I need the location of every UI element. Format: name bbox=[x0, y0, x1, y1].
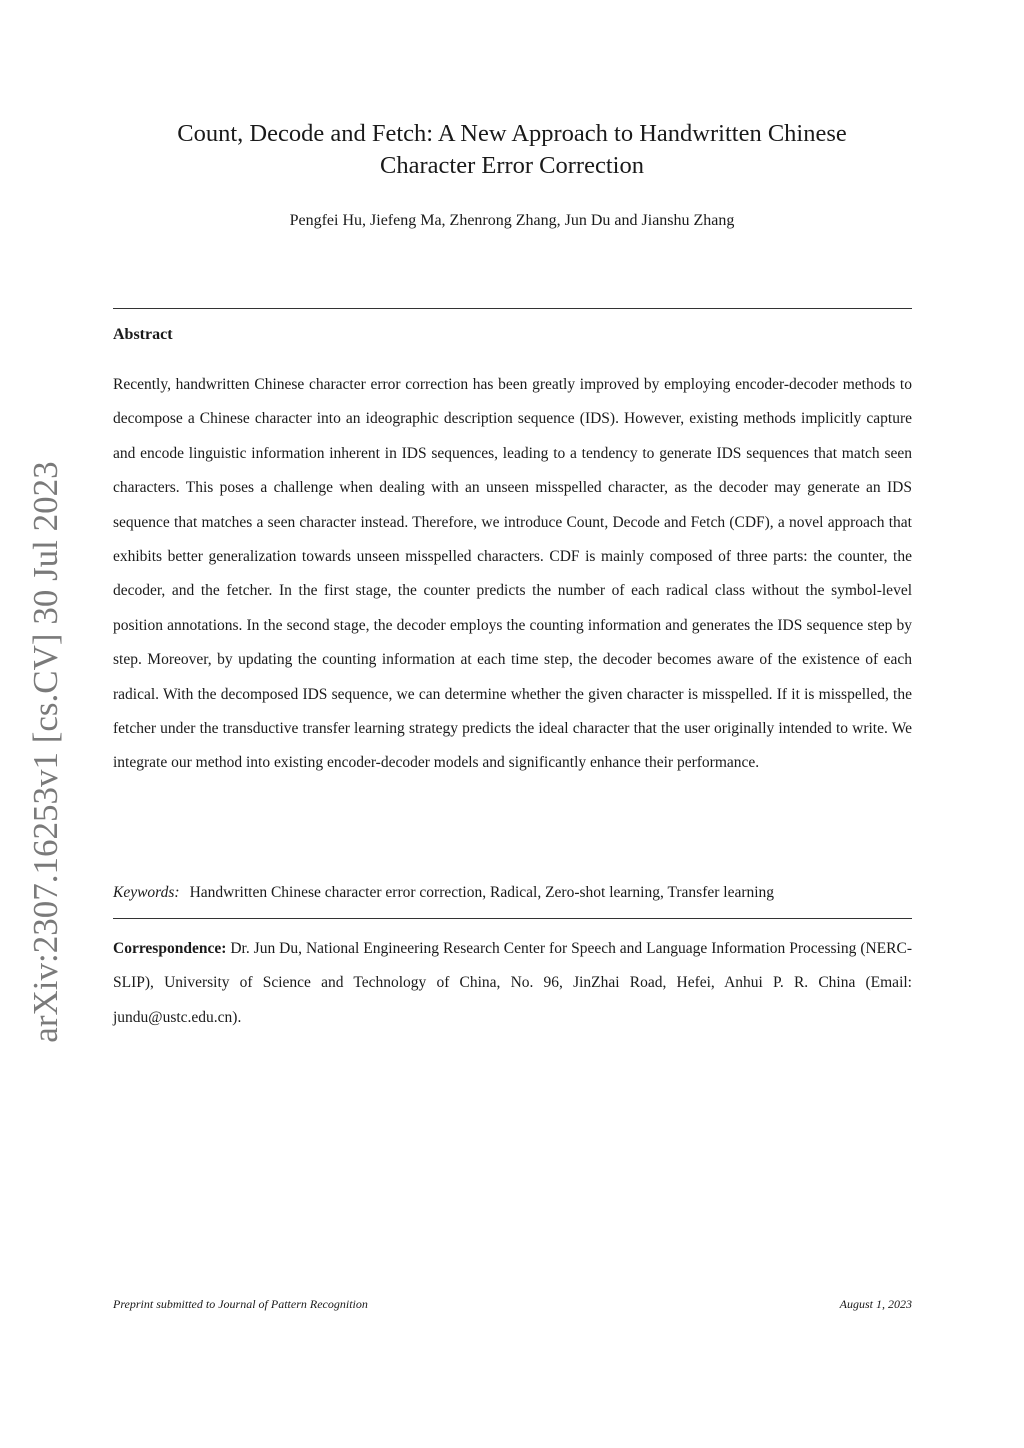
top-divider bbox=[113, 308, 912, 309]
footer-date: August 1, 2023 bbox=[839, 1297, 912, 1311]
correspondence-label: Correspondence: bbox=[113, 940, 227, 957]
paper-title bbox=[112, 118, 912, 182]
footer-journal: Preprint submitted to Journal of Pattern Recognition bbox=[113, 1297, 368, 1311]
title-line-2: Character Error Correction bbox=[380, 152, 644, 179]
correspondence-text: Dr. Jun Du, National Engineering Research Center for Speech and Language Information Processing (NERC-SLIP), University of Science and Technology of China, No. 96, JinZhai Road, Hefei, Anhui P. R. China (Email: jundu@ustc.edu.cn). bbox=[113, 940, 912, 1026]
abstract-body: Recently, handwritten Chinese character error correction has been greatly improved by employing encoder-decoder methods to decompose a Chinese character into an ideographic description sequence (IDS). However, existing methods implicitly capture and encode linguistic information inherent in IDS sequences, leading to a tendency to generate IDS sequences that match seen characters. This poses a challenge when dealing with an unseen misspelled character, as the decoder may generate an IDS sequence that matches a seen character instead. Therefore, we introduce Count, Decode and Fetch (CDF), a novel approach that exhibits better generalization towards unseen misspelled characters. CDF is mainly composed of three parts: the counter, the decoder, and the fetcher. In the first stage, the counter predicts the number of each radical class without the symbol-level position annotations. In the second stage, the decoder employs the counting information and generates the IDS sequence step by step. Moreover, by updating the counting information at each time step, the decoder becomes aware of the existence of each radical. With the decomposed IDS sequence, we can determine whether the given character is misspelled. If it is misspelled, the fetcher under the transductive transfer learning strategy predicts the ideal character that the user originally intended to write. We integrate our method into existing encoder-decoder models and significantly enhance their performance. bbox=[113, 376, 912, 772]
keywords bbox=[113, 881, 912, 905]
bottom-divider bbox=[113, 918, 912, 919]
arxiv-identifier: arXiv:2307.16253v1 [cs.CV] 30 Jul 2023 bbox=[26, 461, 65, 1043]
abstract-heading: Abstract bbox=[113, 326, 173, 343]
correspondence bbox=[113, 932, 912, 1035]
title-line-1: Count, Decode and Fetch: A New Approach to Handwritten Chinese bbox=[177, 120, 847, 147]
keywords-text: Handwritten Chinese character error correction, Radical, Zero-shot learning, Transfer learning bbox=[189, 884, 775, 901]
author-list: Pengfei Hu, Jiefeng Ma, Zhenrong Zhang, Jun Du and Jianshu Zhang bbox=[289, 212, 735, 229]
keywords-label: Keywords: bbox=[113, 884, 180, 901]
